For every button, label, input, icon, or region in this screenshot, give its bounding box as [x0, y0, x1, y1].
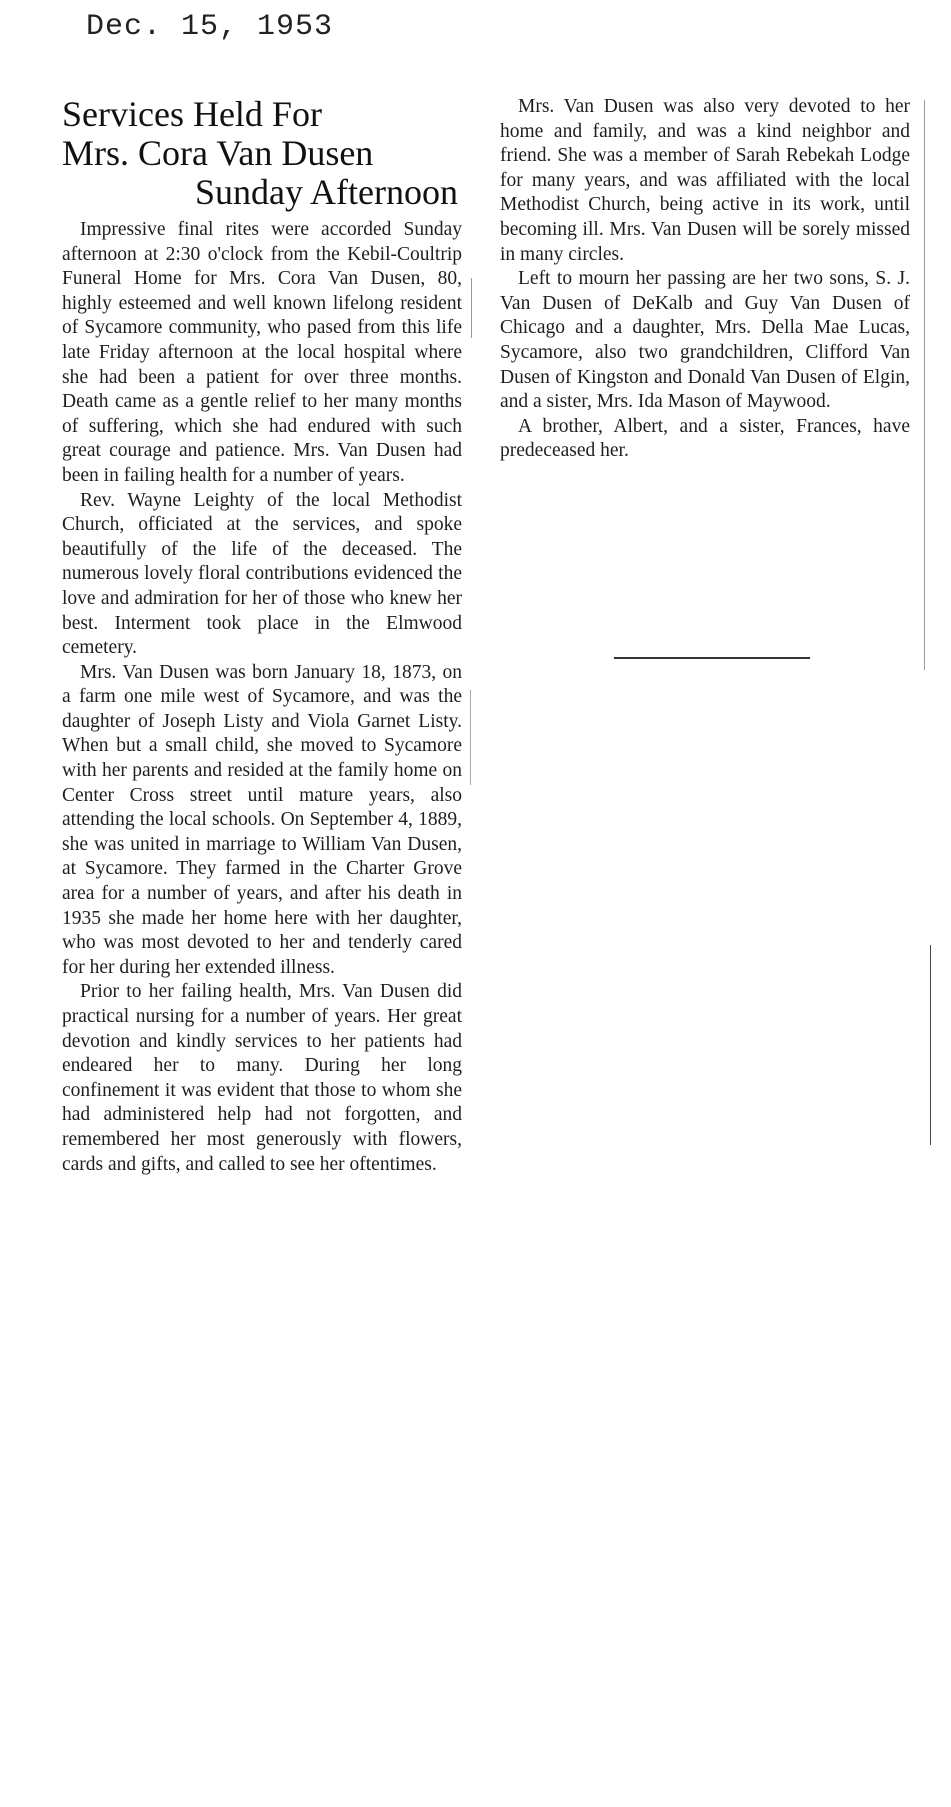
scan-edge-mark	[924, 100, 925, 670]
paragraph-survivors: Left to mourn her passing are her two sons, S. J. Van Dusen of DeKalb and Guy Van Dusen of Chicago and a daughter, Mrs. Della Mae Lucas, Sycamore, also two grandchildren, Clifford Van Dusen of Kingston and Donald Van Dusen of Elgin, and a sister, Mrs. Ida Mason of Maywood.	[500, 268, 910, 413]
paragraph-devotion: Mrs. Van Dusen was also very devoted to her home and family, and was a kind neighbor and friend. She was a member of Sarah Rebekah Lodge for many years, and was affiliated with the local Methodist Church, being active in its work, until becoming ill. Mrs. Van Dusen will be sorely missed in many circles.	[500, 96, 910, 265]
paragraph-officiant: Rev. Wayne Leighty of the local Methodist Church, officiated at the services, and spoke beautifully of the life of the deceased. The numerous lovely floral contributions evidenced the love and admiration for her of those who knew her best. Interment took place in the Elmwood cemetery.	[62, 489, 462, 659]
headline-line-3: Sunday Afternoon	[195, 172, 458, 212]
headline-line-2: Mrs. Cora Van Dusen	[62, 133, 374, 173]
scan-edge-mark	[471, 278, 472, 338]
paragraph-services: Impressive final rites were accorded Sunday afternoon at 2:30 o'clock from the Kebil-Coultrip Funeral Home for Mrs. Cora Van Dusen, 80, highly esteemed and well known lifelong resident of Sycamore community, who pased from this life late Friday afternoon at the local hospital where she had been a patient for over three months. Death came as a gentle relief to her many months of suffering, which she had endured with such great courage and patience. Mrs. Van Dusen had been in failing health for a number of years.	[62, 219, 462, 486]
end-rule	[614, 657, 810, 659]
paragraph-predeceased: A brother, Albert, and a sister, Frances, have predeceased her.	[500, 415, 910, 462]
headline-line-1: Services Held For	[62, 94, 322, 134]
right-column	[500, 95, 910, 464]
headline	[62, 95, 462, 212]
scan-edge-mark	[930, 945, 931, 1145]
paragraph-nursing: Prior to her failing health, Mrs. Van Dusen did practical nursing for a number of years. Her great devotion and kindly services to her patients had endeared her to many. During her long confinement it was evident that those to whom she had administered help had not forgotten, and remembered her most generously with flowers, cards and gifts, and called to see her oftentimes.	[62, 981, 462, 1175]
paragraph-biography: Mrs. Van Dusen was born January 18, 1873, on a farm one mile west of Sycamore, and was the daughter of Joseph Listy and Viola Garnet Listy. When but a small child, she moved to Sycamore with her parents and resided at the family home on Center Cross street until mature years, also attending the local schools. On September 4, 1889, she was united in marriage to William Van Dusen, at Sycamore. They farmed in the Charter Grove area for a number of years, and after his death in 1935 she made her home here with her daughter, who was most devoted to her and tenderly cared for her during her extended illness.	[62, 661, 462, 978]
left-column	[62, 95, 462, 1177]
clipping-date: Dec. 15, 1953	[86, 10, 334, 44]
scan-edge-mark	[470, 690, 471, 785]
